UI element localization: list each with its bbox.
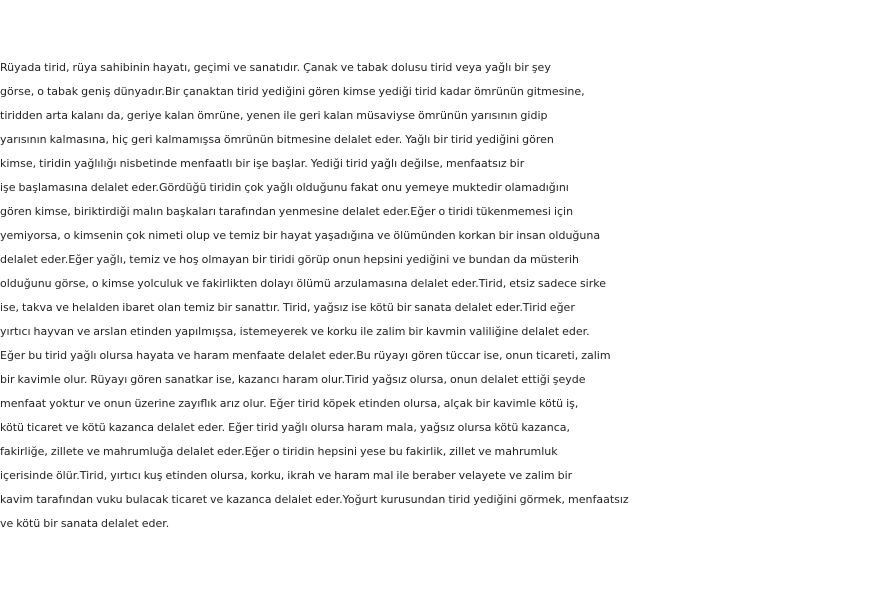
- text-line: menfaat yoktur ve onun üzerine zayıflık arız olur. Eğer tirid köpek etinden olursa, alçak bir kavimle kötü iş,: [0, 397, 579, 410]
- text-line: kavim tarafından vuku bulacak ticaret ve kazanca delalet eder.Yoğurt kurusundan tirid yediğini görmek, menfaatsız: [0, 493, 629, 506]
- text-line: Rüyada tirid, rüya sahibinin hayatı, geçimi ve sanatıdır. Çanak ve tabak dolusu tirid veya yağlı bir şey: [0, 61, 551, 74]
- text-line: olduğunu görse, o kimse yolculuk ve fakirlikten dolayı ölümü arzulamasına delalet eder.Tirid, etsiz sadece sirke: [0, 277, 606, 290]
- text-line: delalet eder.Eğer yağlı, temiz ve hoş olmayan bir tiridi görüp onun hepsini yediğini ve bundan da müsterih: [0, 253, 579, 266]
- text-line: Eğer bu tirid yağlı olursa hayata ve haram menfaate delalet eder.Bu rüyayı gören tüccar ise, onun ticareti, zalim: [0, 349, 611, 362]
- text-line: kimse, tiridin yağlılığı nisbetinde menfaatlı bir işe başlar. Yediği tirid yağlı değilse, menfaatsız bir: [0, 157, 525, 170]
- text-line: yarısının kalmasına, hiç geri kalmamışsa ömrünün bitmesine delalet eder. Yağlı bir tirid yediğini gören: [0, 133, 554, 146]
- text-line: kötü ticaret ve kötü kazanca delalet eder. Eğer tirid yağlı olursa haram mala, yağsız olursa kötü kazanca,: [0, 421, 571, 434]
- text-line: yırtıcı hayvan ve arslan etinden yapılmışsa, istemeyerek ve korku ile zalim bir kavmin valiliğine delalet eder.: [0, 325, 590, 338]
- text-line: ise, takva ve helalden ibaret olan temiz bir sanattır. Tirid, yağsız ise kötü bir sanata delalet eder.Tirid eğer: [0, 301, 575, 314]
- text-line: gören kimse, biriktirdiği malın başkaları tarafından yenmesine delalet eder.Eğer o tiridi tükenmemesi için: [0, 205, 574, 218]
- text-line: içerisinde ölür.Tirid, yırtıcı kuş etinden olursa, korku, ikrah ve haram mal ile beraber velayete ve zalim bir: [0, 469, 573, 482]
- text-line: tiridden arta kalanı da, geriye kalan ömrüne, yenen ile geri kalan müsaviyse ömrünün yarısının gidip: [0, 109, 548, 122]
- text-line: işe başlamasına delalet eder.Gördüğü tiridin çok yağlı olduğunu fakat onu yemeye muktedir olamadığını: [0, 181, 569, 194]
- text-line: bir kavimle olur. Rüyayı gören sanatkar ise, kazancı haram olur.Tirid yağsız olursa, onun delalet ettiği şeyde: [0, 373, 586, 386]
- text-line: görse, o tabak geniş dünyadır.Bir çanaktan tirid yediğini gören kimse yediği tirid kadar ömrünün gitmesine,: [0, 85, 585, 98]
- article-body: [0, 56, 880, 536]
- text-line: yemiyorsa, o kimsenin çok nimeti olup ve temiz bir hayat yaşadığına ve ölümünden korkan bir insan olduğuna: [0, 229, 601, 242]
- text-line: ve kötü bir sanata delalet eder.: [0, 517, 170, 530]
- text-line: fakirliğe, zillete ve mahrumluğa delalet eder.Eğer o tiridin hepsini yese bu fakirlik, zillet ve mahrumluk: [0, 445, 558, 458]
